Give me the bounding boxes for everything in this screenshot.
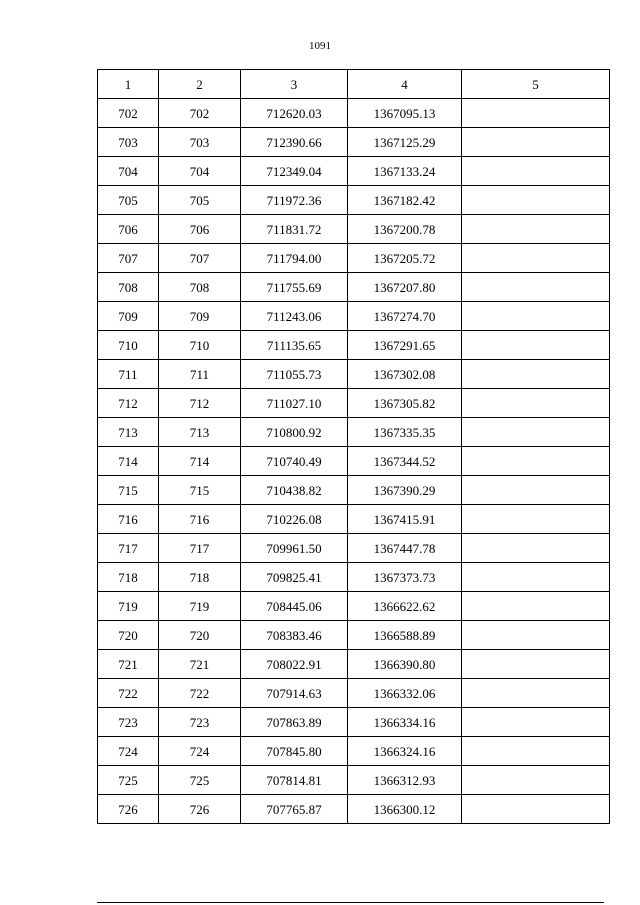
table-cell-col-1: 724 bbox=[98, 737, 159, 766]
table-row bbox=[98, 476, 610, 505]
table-cell-col-4: 1366324.16 bbox=[348, 737, 462, 766]
header-row bbox=[98, 70, 610, 99]
table-cell-col-3: 711972.36 bbox=[241, 186, 348, 215]
table-cell-col-1: 712 bbox=[98, 389, 159, 418]
table-cell-col-1: 711 bbox=[98, 360, 159, 389]
table-cell-col-5 bbox=[462, 592, 610, 621]
table-cell-col-3: 707845.80 bbox=[241, 737, 348, 766]
table-cell-col-1: 703 bbox=[98, 128, 159, 157]
column-header-1: 1 bbox=[98, 70, 159, 99]
table-row bbox=[98, 708, 610, 737]
table-cell-col-5 bbox=[462, 157, 610, 186]
table-cell-col-2: 726 bbox=[159, 795, 241, 824]
table-cell-col-4: 1367344.52 bbox=[348, 447, 462, 476]
table-cell-col-2: 723 bbox=[159, 708, 241, 737]
table-cell-col-2: 715 bbox=[159, 476, 241, 505]
table-cell-col-5 bbox=[462, 534, 610, 563]
table-row bbox=[98, 331, 610, 360]
table-cell-col-4: 1366332.06 bbox=[348, 679, 462, 708]
table-cell-col-2: 709 bbox=[159, 302, 241, 331]
table-cell-col-4: 1367200.78 bbox=[348, 215, 462, 244]
table-cell-col-3: 710226.08 bbox=[241, 505, 348, 534]
table-row bbox=[98, 621, 610, 650]
table-cell-col-1: 702 bbox=[98, 99, 159, 128]
table-cell-col-1: 715 bbox=[98, 476, 159, 505]
table-cell-col-3: 711755.69 bbox=[241, 273, 348, 302]
table-row bbox=[98, 244, 610, 273]
table-cell-col-3: 707863.89 bbox=[241, 708, 348, 737]
table-cell-col-5 bbox=[462, 186, 610, 215]
table-cell-col-2: 710 bbox=[159, 331, 241, 360]
table-cell-col-2: 712 bbox=[159, 389, 241, 418]
table-cell-col-5 bbox=[462, 418, 610, 447]
table-cell-col-4: 1367182.42 bbox=[348, 186, 462, 215]
table-cell-col-3: 707914.63 bbox=[241, 679, 348, 708]
table-cell-col-2: 721 bbox=[159, 650, 241, 679]
table-cell-col-1: 710 bbox=[98, 331, 159, 360]
table-cell-col-4: 1367205.72 bbox=[348, 244, 462, 273]
table-cell-col-4: 1366588.89 bbox=[348, 621, 462, 650]
table-cell-col-5 bbox=[462, 447, 610, 476]
column-header-3: 3 bbox=[241, 70, 348, 99]
table-cell-col-2: 719 bbox=[159, 592, 241, 621]
table-cell-col-3: 710438.82 bbox=[241, 476, 348, 505]
table-cell-col-5 bbox=[462, 360, 610, 389]
table-cell-col-3: 708383.46 bbox=[241, 621, 348, 650]
table-cell-col-1: 707 bbox=[98, 244, 159, 273]
table-cell-col-2: 725 bbox=[159, 766, 241, 795]
table-cell-col-2: 717 bbox=[159, 534, 241, 563]
table-cell-col-4: 1367415.91 bbox=[348, 505, 462, 534]
table-cell-col-1: 725 bbox=[98, 766, 159, 795]
table-cell-col-1: 716 bbox=[98, 505, 159, 534]
table-cell-col-5 bbox=[462, 563, 610, 592]
table-cell-col-4: 1367095.13 bbox=[348, 99, 462, 128]
table-cell-col-3: 711027.10 bbox=[241, 389, 348, 418]
table-row bbox=[98, 650, 610, 679]
table-row bbox=[98, 128, 610, 157]
table-row bbox=[98, 737, 610, 766]
table-body bbox=[98, 99, 610, 824]
table-cell-col-5 bbox=[462, 505, 610, 534]
table-cell-col-2: 722 bbox=[159, 679, 241, 708]
table-cell-col-4: 1367291.65 bbox=[348, 331, 462, 360]
table-cell-col-2: 714 bbox=[159, 447, 241, 476]
table-cell-col-2: 716 bbox=[159, 505, 241, 534]
table-cell-col-2: 705 bbox=[159, 186, 241, 215]
table-cell-col-4: 1367302.08 bbox=[348, 360, 462, 389]
table-cell-col-5 bbox=[462, 215, 610, 244]
page-number: 1091 bbox=[309, 40, 331, 52]
table-cell-col-5 bbox=[462, 99, 610, 128]
table-cell-col-2: 718 bbox=[159, 563, 241, 592]
table-cell-col-4: 1367274.70 bbox=[348, 302, 462, 331]
table-cell-col-3: 707765.87 bbox=[241, 795, 348, 824]
table-row bbox=[98, 534, 610, 563]
table-cell-col-4: 1366312.93 bbox=[348, 766, 462, 795]
table-row bbox=[98, 302, 610, 331]
table-cell-col-1: 704 bbox=[98, 157, 159, 186]
table-cell-col-5 bbox=[462, 244, 610, 273]
table-cell-col-3: 711794.00 bbox=[241, 244, 348, 273]
table-row bbox=[98, 592, 610, 621]
table-cell-col-5 bbox=[462, 302, 610, 331]
table-cell-col-5 bbox=[462, 273, 610, 302]
table-header bbox=[98, 70, 610, 99]
table-cell-col-1: 705 bbox=[98, 186, 159, 215]
table-cell-col-2: 706 bbox=[159, 215, 241, 244]
table-row bbox=[98, 186, 610, 215]
table-cell-col-1: 720 bbox=[98, 621, 159, 650]
table-cell-col-1: 722 bbox=[98, 679, 159, 708]
table-cell-col-5 bbox=[462, 128, 610, 157]
table-cell-col-4: 1367125.29 bbox=[348, 128, 462, 157]
table-cell-col-1: 719 bbox=[98, 592, 159, 621]
table-cell-col-5 bbox=[462, 476, 610, 505]
table-cell-col-1: 709 bbox=[98, 302, 159, 331]
table-cell-col-4: 1367207.80 bbox=[348, 273, 462, 302]
coordinates-table bbox=[97, 69, 610, 824]
table-cell-col-5 bbox=[462, 621, 610, 650]
table-cell-col-4: 1366390.80 bbox=[348, 650, 462, 679]
table-cell-col-4: 1367447.78 bbox=[348, 534, 462, 563]
table-cell-col-3: 708022.91 bbox=[241, 650, 348, 679]
table-cell-col-2: 708 bbox=[159, 273, 241, 302]
footer-rule bbox=[97, 902, 604, 903]
column-header-2: 2 bbox=[159, 70, 241, 99]
table-cell-col-5 bbox=[462, 331, 610, 360]
table-cell-col-3: 711055.73 bbox=[241, 360, 348, 389]
table-cell-col-4: 1367373.73 bbox=[348, 563, 462, 592]
table-cell-col-1: 713 bbox=[98, 418, 159, 447]
table-cell-col-2: 702 bbox=[159, 99, 241, 128]
table-cell-col-2: 711 bbox=[159, 360, 241, 389]
table-cell-col-2: 703 bbox=[159, 128, 241, 157]
table-cell-col-3: 710740.49 bbox=[241, 447, 348, 476]
table-cell-col-5 bbox=[462, 766, 610, 795]
table-cell-col-1: 708 bbox=[98, 273, 159, 302]
table-cell-col-1: 714 bbox=[98, 447, 159, 476]
table-cell-col-3: 709961.50 bbox=[241, 534, 348, 563]
table-cell-col-2: 704 bbox=[159, 157, 241, 186]
table-row bbox=[98, 157, 610, 186]
table-cell-col-3: 709825.41 bbox=[241, 563, 348, 592]
table-cell-col-2: 720 bbox=[159, 621, 241, 650]
table-cell-col-3: 710800.92 bbox=[241, 418, 348, 447]
table-cell-col-4: 1367133.24 bbox=[348, 157, 462, 186]
table-cell-col-3: 712349.04 bbox=[241, 157, 348, 186]
table-cell-col-5 bbox=[462, 389, 610, 418]
table-cell-col-5 bbox=[462, 708, 610, 737]
table-row bbox=[98, 418, 610, 447]
table-row bbox=[98, 215, 610, 244]
table-row bbox=[98, 679, 610, 708]
table-cell-col-5 bbox=[462, 737, 610, 766]
column-header-5: 5 bbox=[462, 70, 610, 99]
table-cell-col-3: 708445.06 bbox=[241, 592, 348, 621]
table-cell-col-2: 724 bbox=[159, 737, 241, 766]
table-row bbox=[98, 563, 610, 592]
table-cell-col-4: 1366334.16 bbox=[348, 708, 462, 737]
table-row bbox=[98, 273, 610, 302]
table-cell-col-5 bbox=[462, 795, 610, 824]
table-row bbox=[98, 447, 610, 476]
table-cell-col-1: 726 bbox=[98, 795, 159, 824]
table-cell-col-3: 711243.06 bbox=[241, 302, 348, 331]
table-cell-col-3: 712620.03 bbox=[241, 99, 348, 128]
table-cell-col-3: 711831.72 bbox=[241, 215, 348, 244]
table-cell-col-4: 1367390.29 bbox=[348, 476, 462, 505]
table-cell-col-2: 707 bbox=[159, 244, 241, 273]
table-row bbox=[98, 795, 610, 824]
table-cell-col-1: 706 bbox=[98, 215, 159, 244]
table-cell-col-1: 723 bbox=[98, 708, 159, 737]
table-cell-col-3: 707814.81 bbox=[241, 766, 348, 795]
table-cell-col-3: 711135.65 bbox=[241, 331, 348, 360]
table-cell-col-3: 712390.66 bbox=[241, 128, 348, 157]
table-cell-col-2: 713 bbox=[159, 418, 241, 447]
table-row bbox=[98, 505, 610, 534]
table-cell-col-4: 1366300.12 bbox=[348, 795, 462, 824]
table-cell-col-4: 1367335.35 bbox=[348, 418, 462, 447]
table-cell-col-5 bbox=[462, 650, 610, 679]
table-row bbox=[98, 360, 610, 389]
table-cell-col-4: 1367305.82 bbox=[348, 389, 462, 418]
table-cell-col-1: 717 bbox=[98, 534, 159, 563]
table-cell-col-4: 1366622.62 bbox=[348, 592, 462, 621]
table-row bbox=[98, 389, 610, 418]
table-row bbox=[98, 766, 610, 795]
table-cell-col-1: 718 bbox=[98, 563, 159, 592]
table-row bbox=[98, 99, 610, 128]
table-cell-col-1: 721 bbox=[98, 650, 159, 679]
table-cell-col-5 bbox=[462, 679, 610, 708]
column-header-4: 4 bbox=[348, 70, 462, 99]
